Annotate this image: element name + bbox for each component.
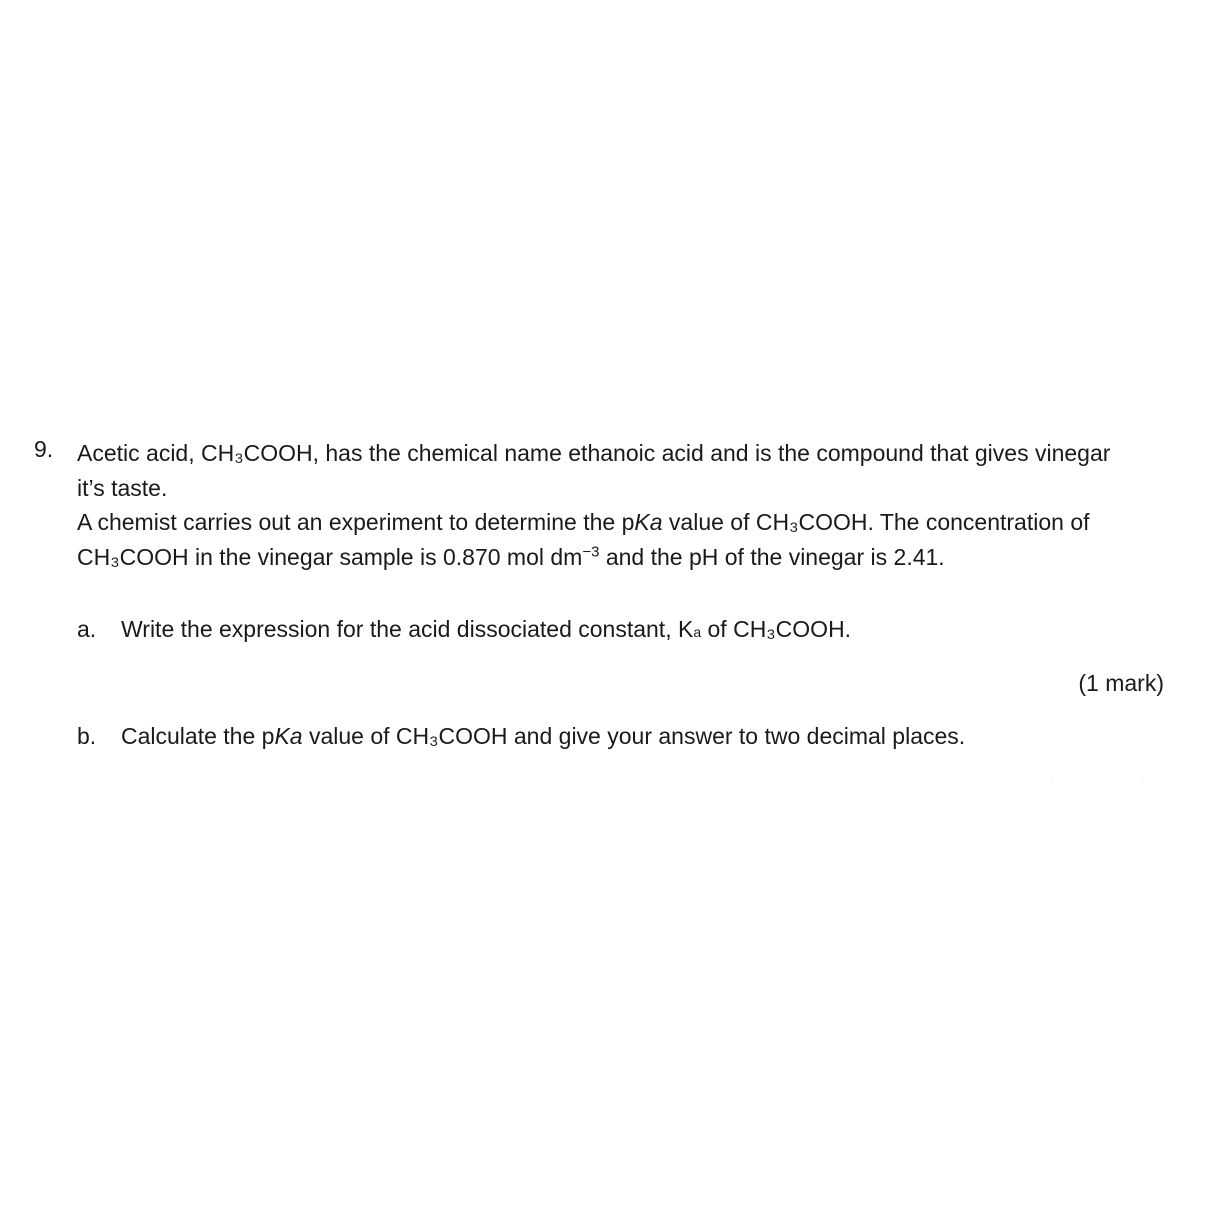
experiment-line-1-end: value of CH₃COOH. The concentration of (662, 509, 1090, 535)
part-a-text (121, 616, 851, 643)
unit-exponent: −3 (582, 542, 600, 560)
intro-line-2: it’s taste. (77, 474, 168, 501)
scan-specks (1052, 777, 1144, 781)
part-a-marks: (1 mark) (1078, 670, 1164, 696)
experiment-line-1-start: A chemist carries out an experiment to determine the p (77, 509, 635, 535)
part-a-label: a. (77, 616, 97, 642)
experiment-line-2-start: CH₃COOH in the vinegar sample is 0.870 mol dm (77, 543, 583, 570)
part-b-text (121, 723, 965, 750)
question-number: 9. (34, 436, 54, 462)
ka-italic: Ka (634, 509, 663, 535)
ka-subscript: a (693, 624, 702, 640)
part-a-text-start: Write the expression for the acid dissociated constant, K (121, 616, 694, 642)
part-b-text-start: Calculate the p (121, 723, 275, 749)
experiment-line-2 (77, 540, 1162, 575)
speck (1052, 777, 1053, 778)
experiment-line-2-end: and the pH of the vinegar is 2.41. (599, 543, 945, 570)
part-b-text-end: value of CH₃COOH and give your answer to two decimal places. (302, 723, 966, 749)
part-a-text-end: of CH₃COOH. (701, 616, 852, 642)
question-stem (77, 436, 1162, 574)
experiment-line-1 (77, 505, 1162, 540)
part-b-ka-italic: Ka (274, 723, 303, 749)
intro-line-1: Acetic acid, CH₃COOH, has the chemical name ethanoic acid and is the compound that gives vinegar (77, 440, 1111, 466)
speck (1142, 777, 1143, 778)
part-b-label: b. (77, 723, 97, 749)
